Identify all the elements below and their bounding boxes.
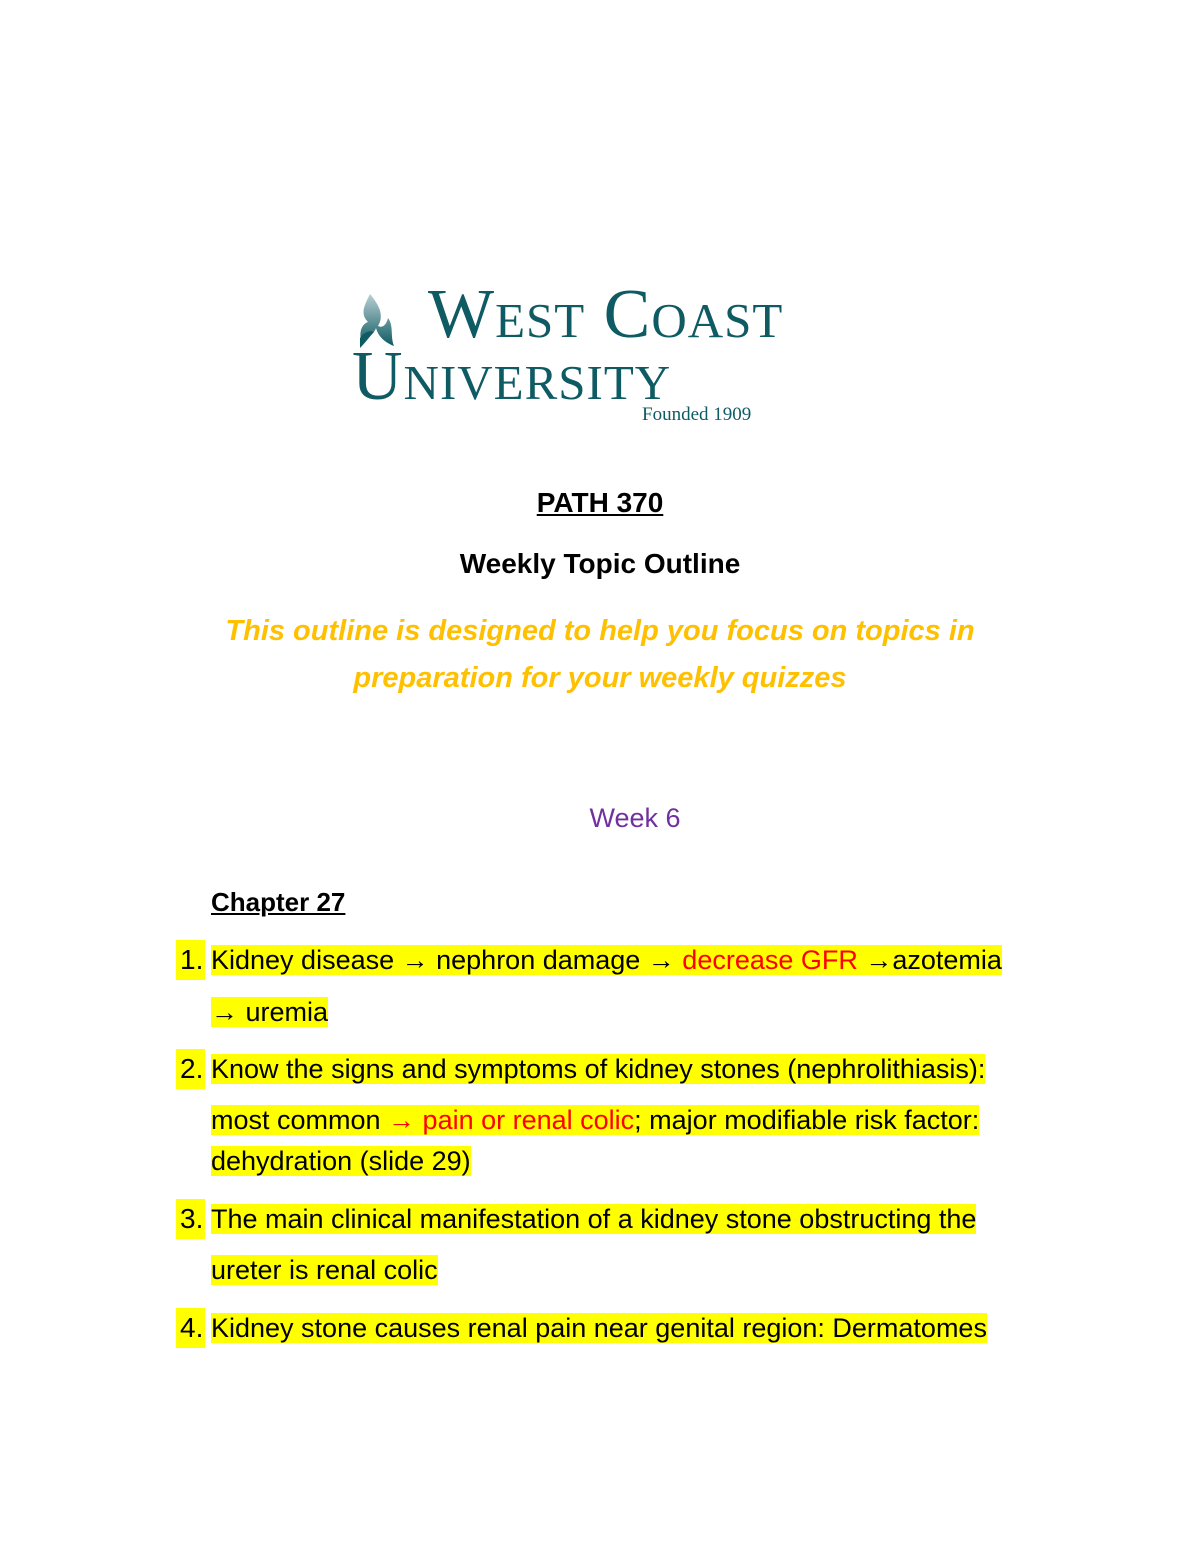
week-label: Week 6 — [589, 803, 681, 833]
list-item-1-text-red: decrease GFR — [682, 945, 858, 975]
logo-text-west-coast: West Coast — [428, 276, 784, 353]
subtitle — [0, 608, 1200, 702]
list-item-1-line-1 — [211, 940, 1002, 980]
list-item-1-text-c: → uremia — [211, 997, 329, 1027]
list-item-3-text-a: The main clinical manifestation of a kidney stone obstructing the — [211, 1204, 977, 1234]
chapter-heading-text: Chapter 27 — [211, 887, 346, 917]
subtitle-line-2: preparation for your weekly quizzes — [353, 662, 847, 694]
subtitle-line-1: This outline is designed to help you focus on topics in — [225, 615, 975, 647]
logo-founded-text: Founded 1909 — [642, 404, 752, 425]
list-item-2-line-1 — [211, 1049, 985, 1089]
list-item-number-1: 1. — [176, 940, 205, 980]
list-item-2-text-red: → pain or renal colic — [388, 1105, 635, 1135]
chapter-heading — [211, 885, 345, 919]
list-item-2-text-d: dehydration (slide 29) — [211, 1146, 471, 1176]
list-item-3-line-1 — [211, 1199, 976, 1239]
list-item-1-text-b: →azotemia — [857, 945, 1002, 975]
list-item-3-line-2 — [211, 1250, 438, 1290]
list-item-2-text-c: ; major modifiable risk factor: — [634, 1105, 980, 1135]
university-logo — [352, 276, 862, 430]
list-item-number-2: 2. — [176, 1049, 205, 1089]
list-item-1-text-a: Kidney disease → nephron damage → — [211, 945, 683, 975]
list-item-1-line-2 — [211, 992, 328, 1032]
page-title: Weekly Topic Outline — [459, 548, 741, 579]
list-item-4-line-1 — [211, 1308, 987, 1348]
list-item-4-text-a: Kidney stone causes renal pain near genital region: Dermatomes — [211, 1313, 987, 1343]
course-code — [0, 486, 1200, 520]
list-item-2-text-a: Know the signs and symptoms of kidney stones (nephrolithiasis): — [211, 1054, 986, 1084]
list-item-2-line-3 — [211, 1141, 471, 1181]
list-item-2-line-2 — [211, 1100, 979, 1140]
logo-text-university: University — [352, 338, 672, 415]
list-item-3-text-b: ureter is renal colic — [211, 1255, 438, 1285]
course-code-text: PATH 370 — [536, 487, 664, 518]
list-item-number-3: 3. — [176, 1199, 205, 1239]
list-item-number-4: 4. — [176, 1308, 205, 1348]
list-item-2-text-b: most common — [211, 1105, 389, 1135]
